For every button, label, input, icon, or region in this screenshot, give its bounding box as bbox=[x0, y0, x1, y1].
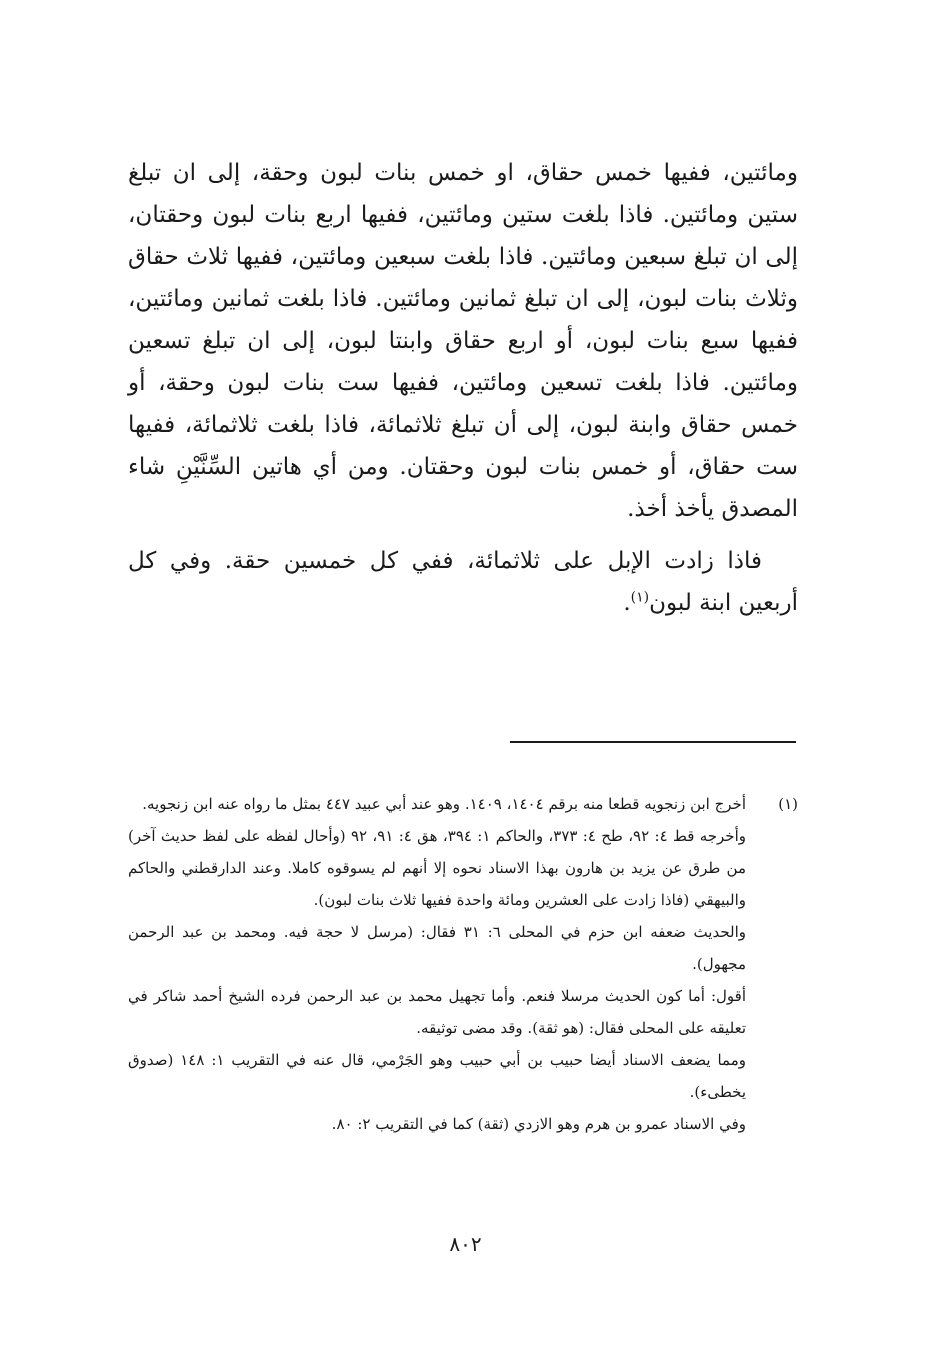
footnote-line: أخرج ابن زنجويه قطعا منه برقم ١٤٠٤، ١٤٠٩. وهو عند أبي عبيد ٤٤٧ بمثل ما رواه عنه ابن زنجويه. bbox=[142, 795, 746, 813]
footnote-reference[interactable]: (١) bbox=[630, 589, 650, 606]
footnote-divider bbox=[510, 741, 796, 743]
paragraph-text: فاذا زادت الإبل على ثلاثمائة، ففي كل خمسين حقة. وفي كل أربعين ابنة لبون bbox=[128, 548, 798, 616]
paragraph-end: . bbox=[623, 590, 631, 616]
footnote bbox=[128, 788, 798, 1140]
main-text-block bbox=[128, 152, 798, 624]
footnote-number: (١) bbox=[778, 795, 798, 813]
paragraph-over-three-hundred bbox=[128, 540, 798, 624]
footnote-line: وفي الاسناد عمرو بن هرم وهو الازدي (ثقة) كما في التقريب ٢: ٨٠. bbox=[331, 1115, 746, 1133]
footnote-body bbox=[128, 788, 746, 1140]
page-number: ٨٠٢ bbox=[449, 1232, 482, 1256]
footnote-line: وأخرجه قط ٤: ٩٢، طح ٤: ٣٧٣، والحاكم ١: ٣٩٤، هق ٤: ٩١، ٩٢ (وأحال لفظه على لفظ حديث آخر) من طرق عن يزيد بن هارون بهذا الاسناد نحوه إلا أنهم لم يسوقوه كاملا. وعند الدارقطني والحاكم والبيهقي (فاذا زادت على العشرين ومائة واحدة ففيها ثلاث بنات لبون). bbox=[128, 827, 746, 909]
footnote-line: ومما يضعف الاسناد أيضا حبيب بن أبي حبيب وهو الجَرْمي، قال عنه في التقريب ١: ١٤٨ (صدوق يخطىء). bbox=[128, 1051, 746, 1101]
footnote-line: أقول: أما كون الحديث مرسلا فنعم. وأما تجهيل محمد بن عبد الرحمن فرده الشيخ أحمد شاكر في تعليقه على المحلى فقال: (هو ثقة). وقد مضى توثيقه. bbox=[128, 987, 746, 1037]
paragraph-zakat-camels: ومائتين، ففيها خمس حقاق، او خمس بنات لبون وحقة، إلى ان تبلغ ستين ومائتين. فاذا بلغت ستين ومائتين، ففيها اربع بنات لبون وحقتان، إلى ان تبلغ سبعين ومائتين. فاذا بلغت سبعين ومائتين، ففيها ثلاث حقاق وثلاث بنات لبون، إلى ان تبلغ ثمانين ومائتين. فاذا بلغت ثمانين ومائتين، ففيها سبع بنات لبون، أو اربع حقاق وابنتا لبون، إلى ان تبلغ تسعين ومائتين. فاذا بلغت تسعين ومائتين، ففيها ست بنات لبون وحقة، أو خمس حقاق وابنة لبون، إلى أن تبلغ ثلاثمائة، فاذا بلغت ثلاثمائة، ففيها ست حقاق، أو خمس بنات لبون وحقتان. ومن أي هاتين السِّنَّيْنِ شاء المصدق يأخذ أخذ. bbox=[128, 160, 798, 522]
footnote-line: والحديث ضعفه ابن حزم في المحلى ٦: ٣١ فقال: (مرسل لا حجة فيه. ومحمد بن عبد الرحمن مجهول). bbox=[128, 923, 746, 973]
